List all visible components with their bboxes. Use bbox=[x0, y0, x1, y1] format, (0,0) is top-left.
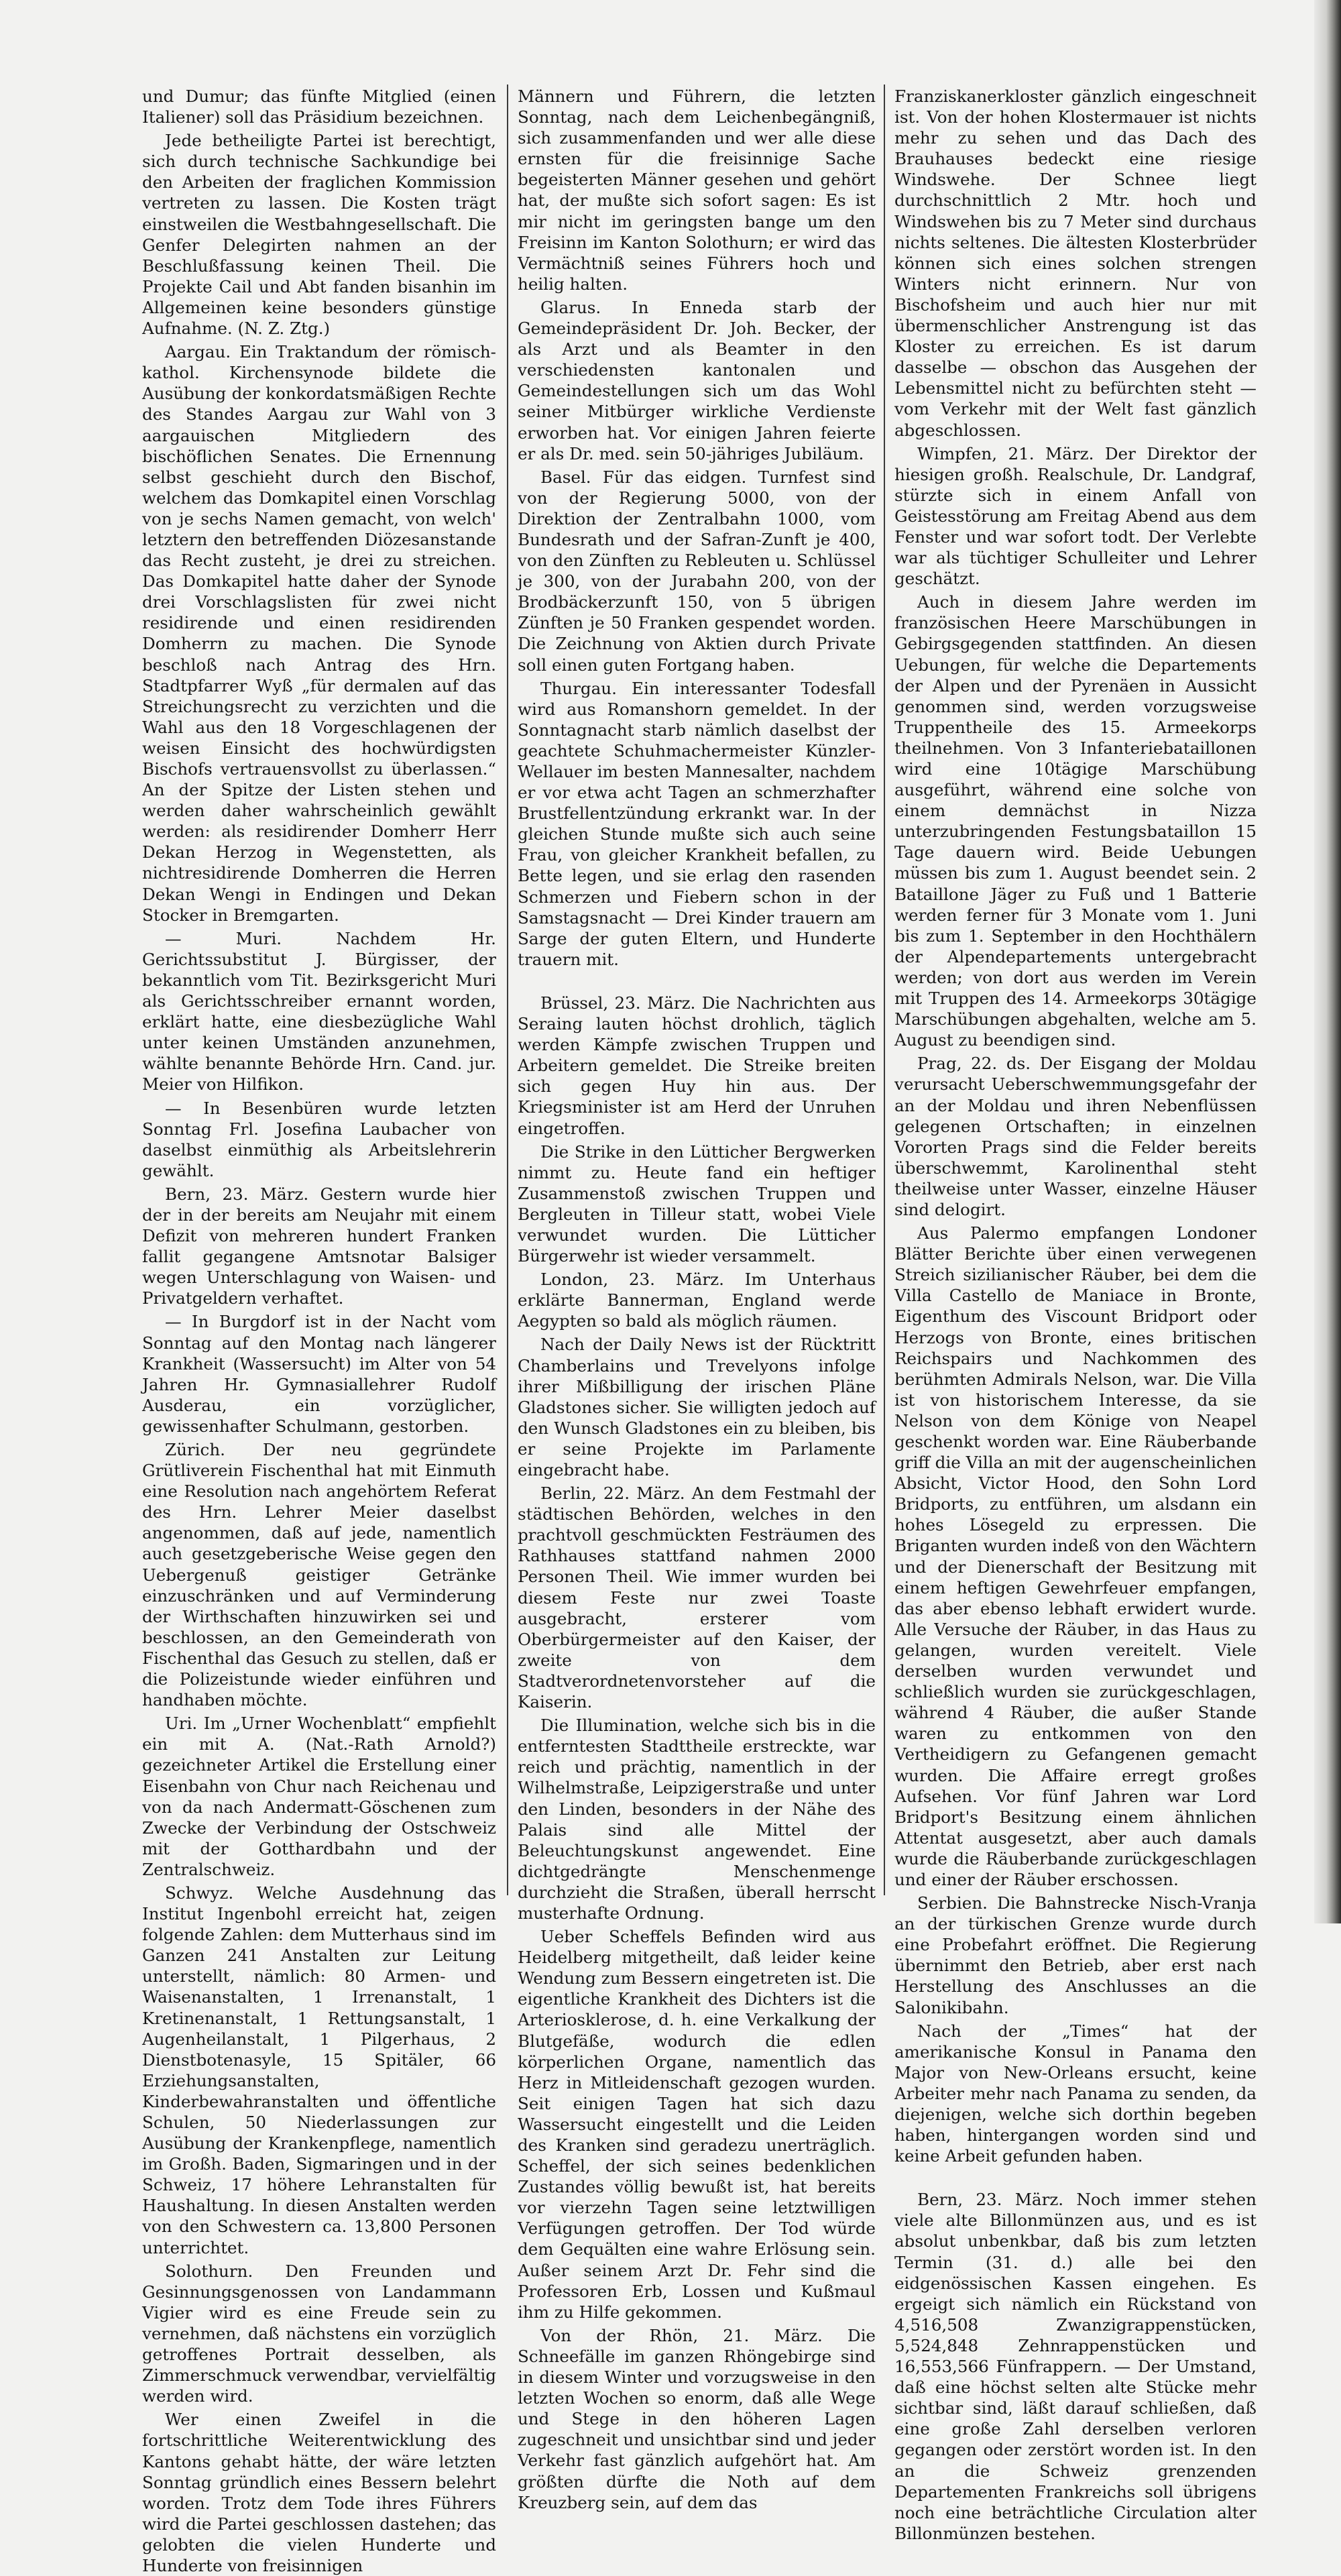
article-paragraph: Die Illumination, welche sich bis in die entferntesten Stadttheile erstreckte, war reich und prächtig, namentlich in der Wilhelmstraße, Leipzigerstraße und unter den Linden, besonders in der Nähe des Palais sind alle Mittel der Beleuchtungskunst angewendet. Eine dichtgedrängte Menschenmenge durchzieht die Straßen, überall herrscht musterhafte Ordnung. bbox=[518, 1716, 876, 1923]
article-paragraph: Brüssel, 23. März. Die Nachrichten aus Seraing lauten höchst drohlich, täglich werden Kämpfe zwischen Truppen und Arbeitern gemeldet. Die Streike breiten sich gegen Huy hin aus. Der Kriegsminister ist am Herd der Unruhen eingetroffen. bbox=[518, 993, 876, 1138]
article-paragraph: Auch in diesem Jahre werden im französischen Heere Marschübungen in Gebirgsgegenden stattfinden. An diesen Uebungen, für welche die Departements der Alpen und der Pyrenäen in Aussicht genommen sind, werden vorzugsweise Truppentheile des 15. Armeekorps theilnehmen. Von 3 Infanteriebataillonen wird eine 10tägige Marschübung ausgeführt, während eine solche von einem demnächst in Nizza unterzubringenden Festungsbataillon 15 Tage dauern wird. Beide Uebungen müssen bis zum 1. August beendet sein. 2 Bataillone Jäger zu Fuß und 1 Batterie werden ferner für 3 Monate vom 1. Juni bis zum 1. September in den Hochthälern der Alpendepartements untergebracht werden; von dort aus werden im Verein mit Truppen des 14. Armeekorps 30tägige Marschübungen abgehalten, welche am 5. August zu beendigen sind. bbox=[894, 592, 1257, 1050]
article-paragraph: Männern und Führern, die letzten Sonntag, nach dem Leichenbegängniß, sich zusammenfanden und wer alle diese ernsten für die freisinnige Sache begeisterten Männer gesehen und gehört hat, der mußte sich sofort sagen: Es ist mir nicht im geringsten bange um den Freisinn im Kanton Solothurn; er wird das Vermächtniß seines Führers hoch und heilig halten. bbox=[518, 87, 876, 294]
article-paragraph: Die Strike in den Lütticher Bergwerken nimmt zu. Heute fand ein heftiger Zusammenstoß zwischen Truppen und Bergleuten in Tilleur statt, wobei Viele verwundet wurden. Die Lütticher Bürgerwehr ist wieder versammelt. bbox=[518, 1141, 876, 1266]
article-paragraph: Zürich. Der neu gegründete Grütliverein Fischenthal hat mit Einmuth eine Resolution nach angehörtem Referat des Hrn. Lehrer Meier daselbst angenommen, daß auf jede, namentlich auch gesetzgeberische Weise gegen den Uebergenuß geistiger Getränke einzuschränken und auf Verminderung der Wirthschaften hinzuwirken sei und beschlossen, an den Gemeinderath von Fischenthal das Gesuch zu stellen, daß er die Polizeistunde wieder einführen und handhaben möchte. bbox=[142, 1440, 496, 1710]
column-1 bbox=[142, 86, 496, 2575]
article-paragraph: Jede betheiligte Partei ist berechtigt, sich durch technische Sachkundige bei den Arbeiten der fraglichen Kommission vertreten zu lassen. Die Kosten trägt einstweilen die Westbahngesellschaft. Die Genfer Delegirten nahmen an der Beschlußfassung keinen Theil. Die Projekte Cail und Abt fanden bisanhin im Allgemeinen keine besonders günstige Aufnahme. (N. Z. Ztg.) bbox=[142, 131, 496, 339]
article-paragraph: — In Besenbüren wurde letzten Sonntag Frl. Josefina Laubacher von daselbst einmüthig als Arbeitslehrerin gewählt. bbox=[142, 1098, 496, 1180]
article-paragraph: Ueber Scheffels Befinden wird aus Heidelberg mitgetheilt, daß leider keine Wendung zum Bessern eingetreten ist. Die eigentliche Krankheit des Dichters ist die Arteriosklerose, d. h. eine Verkalkung der Blutgefäße, wodurch die edlen körperlichen Organe, namentlich das Herz in Mitleidenschaft gezogen wurden. Seit einigen Tagen hat sich dazu Wassersucht eingestellt und die Leiden des Kranken sind geradezu unerträglich. Scheffel, der sich seines bedenklichen Zustandes völlig bewußt ist, hat bereits vor vierzehn Tagen seine letztwilligen Verfügungen getroffen. Der Tod würde dem Gequälten eine wahre Erlösung sein. Außer seinem Arzt Dr. Fehr sind die Professoren Erb, Lossen und Kußmaul ihm zu Hilfe gekommen. bbox=[518, 1927, 876, 2322]
article-paragraph: Wimpfen, 21. März. Der Direktor der hiesigen großh. Realschule, Dr. Landgraf, stürzte sich in einem Anfall von Geistesstörung am Freitag Abend aus dem Fenster und war sofort todt. Der Verlebte war als tüchtiger Schulleiter und Lehrer geschätzt. bbox=[894, 443, 1257, 589]
article-paragraph: Franziskanerkloster gänzlich eingeschneit ist. Von der hohen Klostermauer ist nichts mehr zu sehen und das Dach des Brauhauses bedeckt eine riesige Windswehe. Der Schnee liegt durchschnittlich 2 Mtr. hoch und Windswehen bis zu 7 Meter sind durchaus nichts seltenes. Die ältesten Klosterbrüder können sich eines solchen strengen Winters nicht erinnern. Nur von Bischofsheim und auch hier nur mit übermenschlicher Anstrengung ist das Kloster zu erreichen. Es ist darum dasselbe — obschon das Ausgehen der Lebensmittel nicht zu befürchten steht — vom Verkehr mit der Welt fast gänzlich abgeschlossen. bbox=[894, 87, 1257, 440]
article-paragraph: Basel. Für das eidgen. Turnfest sind von der Regierung 5000, von der Direktion der Zentralbahn 1000, vom Bundesrath und der Safran-Zunft je 400, von den Zünften zu Rebleuten u. Schlüssel je 300, von der Jurabahn 200, von der Brodbäckerzunft 150, von 5 übrigen Zünften je 50 Franken gespendet worden. Die Zeichnung von Aktien durch Private soll einen guten Fortgang haben. bbox=[518, 467, 876, 675]
article-paragraph: Thurgau. Ein interessanter Todesfall wird aus Romanshorn gemeldet. In der Sonntagnacht starb nämlich daselbst der geachtete Schuhmachermeister Künzler-Wellauer im besten Mannesalter, nachdem er vor etwa acht Tagen an schmerzhafter Brustfellentzündung erkrankt war. In der gleichen Stunde mußte sich auch seine Frau, von gleicher Krankheit befallen, zu Bette legen, und sie erlag den rasenden Schmerzen und Fiebern schon in der Samstagsnacht — Drei Kinder trauern am Sarge der guten Eltern, und Hunderte trauern mit. bbox=[518, 678, 876, 969]
article-paragraph: Bern, 23. März. Gestern wurde hier der in der bereits am Neujahr mit einem Defizit von mehreren hundert Franken fallit gegangene Amtsnotar Balsiger wegen Unterschlagung von Waisen- und Privatgeldern verhaftet. bbox=[142, 1184, 496, 1308]
section-gap bbox=[894, 2169, 1257, 2189]
article-paragraph: Nach der Daily News ist der Rücktritt Chamberlains und Trevelyons infolge ihrer Mißbilligung der irischen Pläne Gladstones sicher. Sie willigten jedoch auf den Wunsch Gladstones ein zu bleiben, bis er seine Projekte im Parlamente eingebracht habe. bbox=[518, 1335, 876, 1479]
article-paragraph: — In Burgdorf ist in der Nacht vom Sonntag auf den Montag nach längerer Krankheit (Wassersucht) im Alter von 54 Jahren Hr. Gymnasiallehrer Rudolf Ausderau, ein vorzüglicher, gewissenhafter Schulmann, gestorben. bbox=[142, 1312, 496, 1436]
column-2 bbox=[518, 86, 876, 2512]
article-paragraph: Bern, 23. März. Noch immer stehen viele alte Billonmünzen aus, und es ist absolut unbenkbar, daß bis zum letzten Termin (31. d.) alle bei den eidgenössischen Kassen eingehen. Es ergeigt sich nämlich ein Rückstand von 4,516,508 Zwanzigrappenstücken, 5,524,848 Zehnrappenstücken und 16,553,566 Fünfrappern. — Der Umstand, daß eine höchst selten alte Stücke mehr sichtbar sind, läßt darauf schließen, daß eine große Zahl derselben verloren gegangen oder zerstört worden ist. In den an die Schweiz grenzenden Departementen Frankreichs soll übrigens noch eine beträchtliche Circulation alter Billonmünzen bestehen. bbox=[894, 2190, 1257, 2543]
article-paragraph: Aus Palermo empfangen Londoner Blätter Berichte über einen verwegenen Streich sizilianischer Räuber, bei dem die Villa Castello de Maniace in Bronte, Eigenthum des Viscount Bridport oder Herzogs von Bronte, eines britischen Reichspairs und Nachkommen des berühmten Admirals Nelson, war. Die Villa ist von historischem Interesse, da sie Nelson von dem Könige von Neapel geschenkt worden war. Eine Räuberbande griff die Villa an mit der augenscheinlichen Absicht, Victor Hood, den Sohn Lord Bridports, zu entführen, um alsdann ein hohes Lösegeld zu erpressen. Die Briganten wurden indeß von den Wächtern und der Dienerschaft der Besitzung mit einem heftigen Gewehrfeuer empfangen, das aber ebenso lebhaft erwidert wurde. Alle Versuche der Räuber, in das Haus zu gelangen, wurden vereitelt. Viele derselben wurden verwundet und schließlich wurden sie zurückgeschlagen, während 4 Räuber, die außer Stande waren zu entkommen von den Vertheidigern zu Gefangenen gemacht wurden. Die Affaire erregt großes Aufsehen. Vor fünf Jahren war Lord Bridport's Besitzung einem ähnlichen Attentat ausgesetzt, aber auch damals wurde die Räuberbande zurückgeschlagen und einer der Räuber erschossen. bbox=[894, 1223, 1257, 1889]
article-paragraph: Serbien. Die Bahnstrecke Nisch-Vranja an der türkischen Grenze wurde durch eine Probefahrt eröffnet. Die Regierung übernimmt den Betrieb, aber erst nach Herstellung des Anschlusses an die Salonikibahn. bbox=[894, 1893, 1257, 2017]
section-gap bbox=[518, 972, 876, 993]
article-paragraph: Glarus. In Enneda starb der Gemeindepräsident Dr. Joh. Becker, der als Arzt und als Beamter in den verschiedensten kantonalen und Gemeindestellungen sich um das Wohl seiner Mitbürger wirkliche Verdienste erworben hat. Vor einigen Jahren feierte er als Dr. med. sein 50-jähriges Jubiläum. bbox=[518, 297, 876, 463]
article-paragraph: Prag, 22. ds. Der Eisgang der Moldau verursacht Ueberschwemmungsgefahr der an der Moldau und ihren Nebenflüssen gelegenen Ortschaften; in einzelnen Vororten Prags sind die Felder bereits überschwemmt, Karolinenthal steht theilweise unter Wasser, einzelne Häuser sind delogirt. bbox=[894, 1054, 1257, 1219]
article-paragraph: Schwyz. Welche Ausdehnung das Institut Ingenbohl erreicht hat, zeigen folgende Zahlen: dem Mutterhaus sind im Ganzen 241 Anstalten zur Leitung unterstellt, nämlich: 80 Armen- und Waisenanstalten, 1 Irrenanstalt, 1 Kretinenanstalt, 1 Rettungsanstalt, 1 Augenheilanstalt, 1 Pilgerhaus, 2 Dienstbotenasyle, 15 Spitäler, 66 Erziehungsanstalten, Kinderbewahranstalten und öffentliche Schulen, 50 Niederlassungen zur Ausübung der Krankenpflege, namentlich im Großh. Baden, Sigmaringen und in der Schweiz, 17 höhere Lehranstalten für Haushaltung. In diesen Anstalten werden von den Schwestern ca. 13,800 Personen unterrichtet. bbox=[142, 1883, 496, 2257]
article-paragraph: Berlin, 22. März. An dem Festmahl der städtischen Behörden, welches in den prachtvoll geschmückten Festräumen des Rathhauses stattfand nahmen 2000 Personen Theil. Wie immer wurden bei diesem Feste nur zwei Toaste ausgebracht, ersterer vom Oberbürgermeister auf den Kaiser, der zweite von dem Stadtverordnetenvorsteher auf die Kaiserin. bbox=[518, 1483, 876, 1712]
article-paragraph: Solothurn. Den Freunden und Gesinnungsgenossen von Landammann Vigier wird es eine Freude sein zu vernehmen, daß nächstens ein vorzüglich getroffenes Portrait desselben, als Zimmerschmuck verwendbar, vervielfältig werden wird. bbox=[142, 2261, 496, 2406]
column-3 bbox=[894, 86, 1257, 2543]
article-paragraph: Von der Rhön, 21. März. Die Schneefälle im ganzen Rhöngebirge sind in diesem Winter und vorzugsweise in den letzten Wochen so enorm, daß alle Wege und Stege in den höheren Lagen zugeschneit und unsichtbar sind und jeder Verkehr fast gänzlich aufgehört hat. Am größten dürfte die Noth auf dem Kreuzberg sein, auf dem das bbox=[518, 2325, 876, 2512]
article-paragraph: Nach der „Times“ hat der amerikanische Konsul in Panama den Major von New-Orleans ersucht, keine Arbeiter mehr nach Panama zu senden, da diejenigen, welche sich dorthin begeben haben, hintergangen worden sind und keine Arbeit gefunden haben. bbox=[894, 2021, 1257, 2166]
column-rule-1 bbox=[507, 85, 508, 1895]
article-paragraph: Uri. Im „Urner Wochenblatt“ empfiehlt ein mit A. (Nat.-Rath Arnold?) gezeichneter Artikel die Erstellung einer Eisenbahn von Chur nach Reichenau und von da nach Andermatt-Göschenen zum Zwecke der Verbindung der Ostschweiz mit der Gotthardbahn und der Zentralschweiz. bbox=[142, 1714, 496, 1879]
article-paragraph: Aargau. Ein Traktandum der römisch-kathol. Kirchensynode bildete die Ausübung der konkordatsmäßigen Rechte des Standes Aargau zur Wahl von 3 aargauischen Mitgliedern des bischöflichen Senates. Die Ernennung selbst geschieht durch den Bischof, welchem das Domkapitel einen Vorschlag von je sechs Namen gemacht, von welch' letztern den betreffenden Diözesanstande das Recht zusteht, je drei zu streichen. Das Domkapitel hatte daher der Synode drei Vorschlagslisten für zwei nicht residirende und einen residirenden Domherrn zu machen. Die Synode beschloß nach Antrag des Hrn. Stadtpfarrer Wyß „für dermalen auf das Streichungsrecht zu verzichten und die Wahl aus den 18 Vorgeschlagenen der weisen Einsicht des hochwürdigsten Bischofs vertrauensvollst zu überlassen.“ An der Spitze der Listen stehen und werden daher wahrscheinlich gewählt werden: als residirender Domherr Herr Dekan Herzog in Wegenstetten, als nichtresidirende Domherren die Herren Dekan Wengi in Endingen und Dekan Stocker in Bremgarten. bbox=[142, 342, 496, 925]
article-paragraph: Wer einen Zweifel in die fortschrittliche Weiterentwicklung des Kantons gehabt hätte, der wäre letzten Sonntag gründlich eines Bessern belehrt worden. Trotz dem Tode ihres Führers wird die Partei geschlossen dastehen; das gelobten die vielen Hunderte und Hunderte von freisinnigen bbox=[142, 2410, 496, 2575]
article-paragraph: — Muri. Nachdem Hr. Gerichtssubstitut J. Bürgisser, der bekanntlich vom Tit. Bezirksgericht Muri als Gerichtsschreiber ernannt worden, erklärt hatte, eine diesbezügliche Wahl unter keinen Umständen anzunehmen, wählte benannte Behörde Hrn. Cand. jur. Meier von Hilfikon. bbox=[142, 928, 496, 1095]
article-paragraph: und Dumur; das fünfte Mitglied (einen Italiener) soll das Präsidium bezeichnen. bbox=[142, 87, 496, 127]
column-rule-2 bbox=[884, 85, 885, 1895]
article-paragraph: London, 23. März. Im Unterhaus erklärte Bannerman, England werde Aegypten so bald als möglich räumen. bbox=[518, 1270, 876, 1331]
page-edge-shadow bbox=[1314, 0, 1341, 1923]
